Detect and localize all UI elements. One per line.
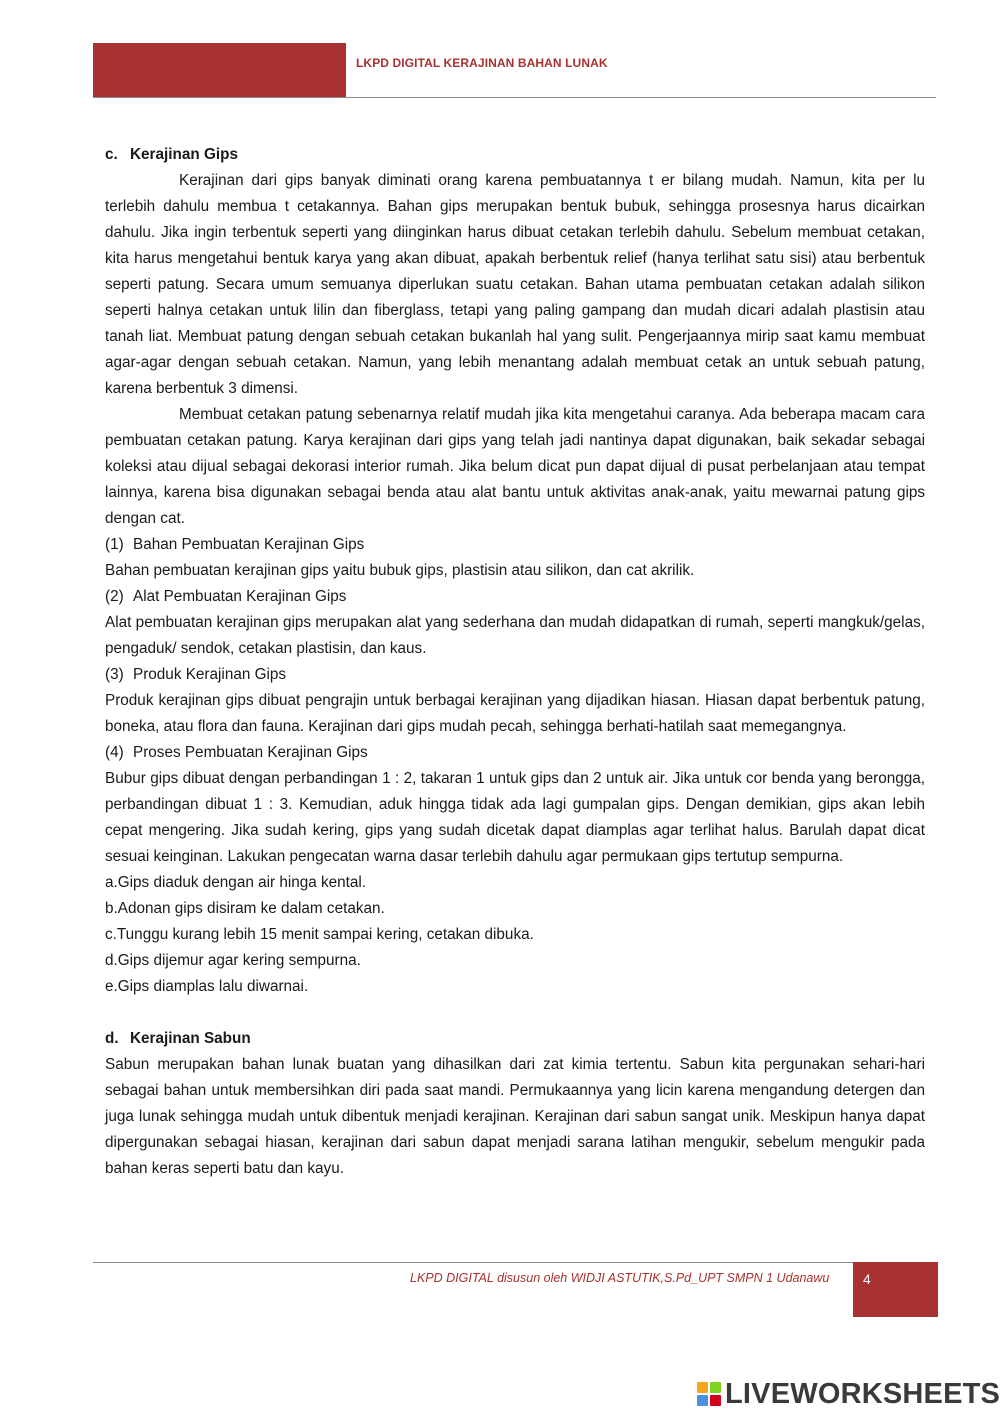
logo-square <box>697 1382 708 1393</box>
paragraph: Bahan pembuatan kerajinan gips yaitu bubuk gips, plastisin atau silikon, dan cat akrilik. <box>105 562 695 579</box>
liveworksheets-logo-icon <box>697 1382 721 1406</box>
header-title: LKPD DIGITAL KERAJINAN BAHAN LUNAK <box>356 56 608 70</box>
logo-square <box>710 1395 721 1406</box>
logo-square <box>697 1395 708 1406</box>
document-body <box>105 142 925 1182</box>
paragraph: Alat pembuatan kerajinan gips merupakan alat yang sederhana dan mudah didapatkan di rumah, seperti mangkuk/gelas, pengaduk/ sendok, cetakan plastisin, dan kaus. <box>105 614 925 657</box>
logo-square <box>710 1382 721 1393</box>
paragraph: Bubur gips dibuat dengan perbandingan 1 : 2, takaran 1 untuk gips dan 2 untuk air. Jika untuk cor benda yang berongga, perbandingan dibuat 1 : 3. Kemudian, aduk hingga tidak ada lagi gumpalan gips. Dengan demikian, gips akan lebih cepat mengering. Jika sudah kering, gips yang sudah dicetak dapat diamplas agar terlihat halus. Barulah dapat dicat sesuai keinginan. Lakukan pengecatan warna dasar terlebih dahulu agar permukaan gips tertutup sempurna. <box>105 770 925 865</box>
watermark-text: LIVEWORKSHEETS <box>725 1377 1000 1410</box>
paragraph: Membuat cetakan patung sebenarnya relatif mudah jika kita mengetahui caranya. Ada beberapa macam cara pembuatan cetakan patung. Karya kerajinan dari gips yang telah jadi nantinya dapat digunakan, baik sekadar sebagai koleksi atau dijual sebagai dekorasi interior rumah. Jika belum dicat pun dapat dijual di pusat perbelanjaan atau tempat lainnya, karena bisa digunakan sebagai benda atau alat bantu untuk aktivitas anak-anak, yaitu mewarnai patung gips dengan cat. <box>105 406 925 527</box>
step-item: e.Gips diamplas lalu diwarnai. <box>105 978 309 995</box>
paragraph: Produk kerajinan gips dibuat pengrajin untuk berbagai kerajinan yang dijadikan hiasan. Hiasan dapat berbentuk patung, boneka, atau flora dan fauna. Kerajinan dari gips mudah pecah, sehingga berhati-hatilah saat memegangnya. <box>105 692 925 735</box>
step-item: d.Gips dijemur agar kering sempurna. <box>105 952 361 969</box>
page-number: 4 <box>863 1271 871 1287</box>
subsection-heading: (1) Bahan Pembuatan Kerajinan Gips <box>105 536 365 553</box>
liveworksheets-watermark[interactable] <box>697 1378 1000 1410</box>
step-item: c.Tunggu kurang lebih 15 menit sampai kering, cetakan dibuka. <box>105 926 534 943</box>
header-accent-block <box>93 43 346 98</box>
paragraph: Kerajinan dari gips banyak diminati orang karena pembuatannya t er bilang mudah. Namun, kita per lu terlebih dahulu membua t cetakannya. Bahan gips merupakan bentuk bubuk, sehingga prosesnya harus dicairkan dahulu. Jika ingin terbentuk seperti yang diinginkan harus dibuat cetakan terlebih dahulu. Sebelum membuat cetakan, kita harus mengetahui bentuk karya yang akan dibuat, apakah berbentuk relief (hanya terlihat satu sisi) atau berbentuk seperti patung. Secara umum semuanya diperlukan suatu cetakan. Bahan utama pembuatan cetakan adalah silikon seperti halnya cetakan untuk lilin dan fiberglass, tetapi yang paling gampang dan mudah dicari adalah plastisin atau tanah liat. Membuat patung dengan sebuah cetakan bukanlah hal yang sulit. Pengerjaannya mirip saat kamu membuat agar-agar dengan sebuah cetakan. Namun, yang lebih menantang adalah membuat cetak an untuk sebuah patung, karena berbentuk 3 dimensi. <box>105 172 925 397</box>
step-item: a.Gips diaduk dengan air hinga kental. <box>105 874 367 891</box>
spacer <box>105 1000 925 1026</box>
footer-author: LKPD DIGITAL disusun oleh WIDJI ASTUTIK,S.Pd_UPT SMPN 1 Udanawu <box>410 1271 830 1285</box>
footer-page-block <box>853 1262 938 1317</box>
header-divider <box>93 97 936 98</box>
footer-divider <box>93 1262 853 1263</box>
subsection-heading: (2) Alat Pembuatan Kerajinan Gips <box>105 588 347 605</box>
section-heading-sabun: d. Kerajinan Sabun <box>105 1030 251 1047</box>
paragraph: Sabun merupakan bahan lunak buatan yang dihasilkan dari zat kimia tertentu. Sabun kita pergunakan sehari-hari sebagai bahan untuk membersihkan diri pada saat mandi. Permukaannya yang licin karena mengandung detergen dan juga lunak sehingga mudah untuk dibentuk menjadi kerajinan. Kerajinan dari sabun sangat unik. Meskipun hanya dapat dipergunakan sebagai hiasan, kerajinan dari sabun dapat menjadi sarana latihan mengukir, sebelum mengukir pada bahan keras seperti batu dan kayu. <box>105 1056 925 1177</box>
step-item: b.Adonan gips disiram ke dalam cetakan. <box>105 900 385 917</box>
section-heading-gips: c. Kerajinan Gips <box>105 146 238 163</box>
subsection-heading: (4) Proses Pembuatan Kerajinan Gips <box>105 744 368 761</box>
subsection-heading: (3) Produk Kerajinan Gips <box>105 666 287 683</box>
